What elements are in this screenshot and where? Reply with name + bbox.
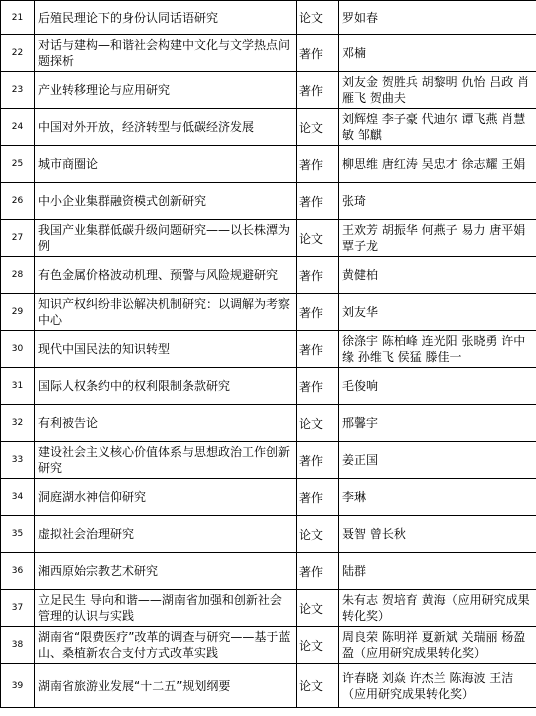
authors: 邢馨宇 bbox=[339, 405, 536, 442]
row-number: 32 bbox=[1, 405, 35, 442]
work-type: 著作 bbox=[297, 294, 339, 331]
authors: 毛俊响 bbox=[339, 368, 536, 405]
work-type: 著作 bbox=[297, 479, 339, 516]
authors: 刘友金 贺胜兵 胡黎明 仇怡 吕政 肖雁飞 贺曲夫 bbox=[339, 72, 536, 109]
work-title: 有色金属价格波动机理、预警与风险规避研究 bbox=[35, 257, 297, 294]
authors: 罗如春 bbox=[339, 1, 536, 35]
work-title: 知识产权纠纷非讼解决机制研究：以调解为考察中心 bbox=[35, 294, 297, 331]
work-type: 论文 bbox=[297, 627, 339, 664]
authors: 张琦 bbox=[339, 183, 536, 220]
row-number: 35 bbox=[1, 516, 35, 553]
work-type: 著作 bbox=[297, 146, 339, 183]
authors: 李琳 bbox=[339, 479, 536, 516]
table-row bbox=[1, 627, 536, 664]
table-row bbox=[1, 72, 536, 109]
row-number: 34 bbox=[1, 479, 35, 516]
table-row bbox=[1, 664, 536, 708]
table-row bbox=[1, 220, 536, 257]
row-number: 30 bbox=[1, 331, 35, 368]
authors: 柳思维 唐红涛 吴忠才 徐志耀 王娟 bbox=[339, 146, 536, 183]
work-title: 有利被告论 bbox=[35, 405, 297, 442]
work-type: 论文 bbox=[297, 590, 339, 627]
work-type: 论文 bbox=[297, 405, 339, 442]
authors: 周良荣 陈明祥 夏新斌 关瑞丽 杨盈盈（应用研究成果转化奖） bbox=[339, 627, 536, 664]
work-type: 论文 bbox=[297, 1, 339, 35]
authors: 邓楠 bbox=[339, 35, 536, 72]
row-number: 36 bbox=[1, 553, 35, 590]
row-number: 37 bbox=[1, 590, 35, 627]
work-title: 湖南省“限费医疗”改革的调查与研究——基于蓝山、桑植新农合支付方式改革实践 bbox=[35, 627, 297, 664]
work-type: 论文 bbox=[297, 664, 339, 708]
authors: 聂智 曾长秋 bbox=[339, 516, 536, 553]
work-title: 对话与建构—和谐社会构建中文化与文学热点问题探析 bbox=[35, 35, 297, 72]
row-number: 24 bbox=[1, 109, 35, 146]
work-title: 建设社会主义核心价值体系与思想政治工作创新研究 bbox=[35, 442, 297, 479]
authors: 刘友华 bbox=[339, 294, 536, 331]
table-row bbox=[1, 442, 536, 479]
authors: 朱有志 贺培育 黄海（应用研究成果转化奖） bbox=[339, 590, 536, 627]
authors: 陆群 bbox=[339, 553, 536, 590]
work-type: 著作 bbox=[297, 331, 339, 368]
authors: 刘辉煌 李子豪 代迪尔 谭飞燕 肖慧敏 邹麒 bbox=[339, 109, 536, 146]
authors: 许春晓 刘焱 许杰兰 陈海波 王洁（应用研究成果转化奖） bbox=[339, 664, 536, 708]
table-row bbox=[1, 479, 536, 516]
table-row bbox=[1, 368, 536, 405]
table-row bbox=[1, 109, 536, 146]
row-number: 28 bbox=[1, 257, 35, 294]
row-number: 29 bbox=[1, 294, 35, 331]
work-type: 著作 bbox=[297, 368, 339, 405]
work-type: 著作 bbox=[297, 183, 339, 220]
row-number: 21 bbox=[1, 1, 35, 35]
authors: 徐涤宇 陈柏峰 连光阳 张晓勇 许中缘 孙维飞 侯猛 滕佳一 bbox=[339, 331, 536, 368]
work-title: 中国对外开放，经济转型与低碳经济发展 bbox=[35, 109, 297, 146]
work-type: 论文 bbox=[297, 220, 339, 257]
work-type: 论文 bbox=[297, 109, 339, 146]
table-row bbox=[1, 1, 536, 35]
work-type: 论文 bbox=[297, 516, 339, 553]
work-title: 产业转移理论与应用研究 bbox=[35, 72, 297, 109]
table-row bbox=[1, 183, 536, 220]
table-row bbox=[1, 146, 536, 183]
work-title: 虚拟社会治理研究 bbox=[35, 516, 297, 553]
table-row bbox=[1, 553, 536, 590]
work-title: 后殖民理论下的身份认同话语研究 bbox=[35, 1, 297, 35]
work-title: 湘西原始宗教艺术研究 bbox=[35, 553, 297, 590]
row-number: 38 bbox=[1, 627, 35, 664]
row-number: 23 bbox=[1, 72, 35, 109]
row-number: 31 bbox=[1, 368, 35, 405]
work-title: 国际人权条约中的权利限制条款研究 bbox=[35, 368, 297, 405]
row-number: 39 bbox=[1, 664, 35, 708]
table-body bbox=[1, 1, 536, 708]
table-row bbox=[1, 590, 536, 627]
work-title: 我国产业集群低碳升级问题研究——以长株潭为例 bbox=[35, 220, 297, 257]
work-type: 著作 bbox=[297, 553, 339, 590]
authors: 黄健柏 bbox=[339, 257, 536, 294]
work-type: 著作 bbox=[297, 257, 339, 294]
work-title: 湖南省旅游业发展“十二五”规划纲要 bbox=[35, 664, 297, 708]
row-number: 22 bbox=[1, 35, 35, 72]
authors: 王欢芳 胡振华 何燕子 易力 唐平娟 覃子龙 bbox=[339, 220, 536, 257]
work-type: 著作 bbox=[297, 35, 339, 72]
row-number: 27 bbox=[1, 220, 35, 257]
table-row bbox=[1, 405, 536, 442]
table-row bbox=[1, 331, 536, 368]
work-title: 洞庭湖水神信仰研究 bbox=[35, 479, 297, 516]
work-title: 中小企业集群融资模式创新研究 bbox=[35, 183, 297, 220]
table-row bbox=[1, 35, 536, 72]
row-number: 25 bbox=[1, 146, 35, 183]
table-row bbox=[1, 516, 536, 553]
row-number: 33 bbox=[1, 442, 35, 479]
table-row bbox=[1, 257, 536, 294]
authors: 姜正国 bbox=[339, 442, 536, 479]
work-type: 著作 bbox=[297, 72, 339, 109]
work-title: 城市商圈论 bbox=[35, 146, 297, 183]
work-title: 立足民生 导向和谐——湖南省加强和创新社会管理的认识与实践 bbox=[35, 590, 297, 627]
work-title: 现代中国民法的知识转型 bbox=[35, 331, 297, 368]
row-number: 26 bbox=[1, 183, 35, 220]
table-row bbox=[1, 294, 536, 331]
work-type: 著作 bbox=[297, 442, 339, 479]
